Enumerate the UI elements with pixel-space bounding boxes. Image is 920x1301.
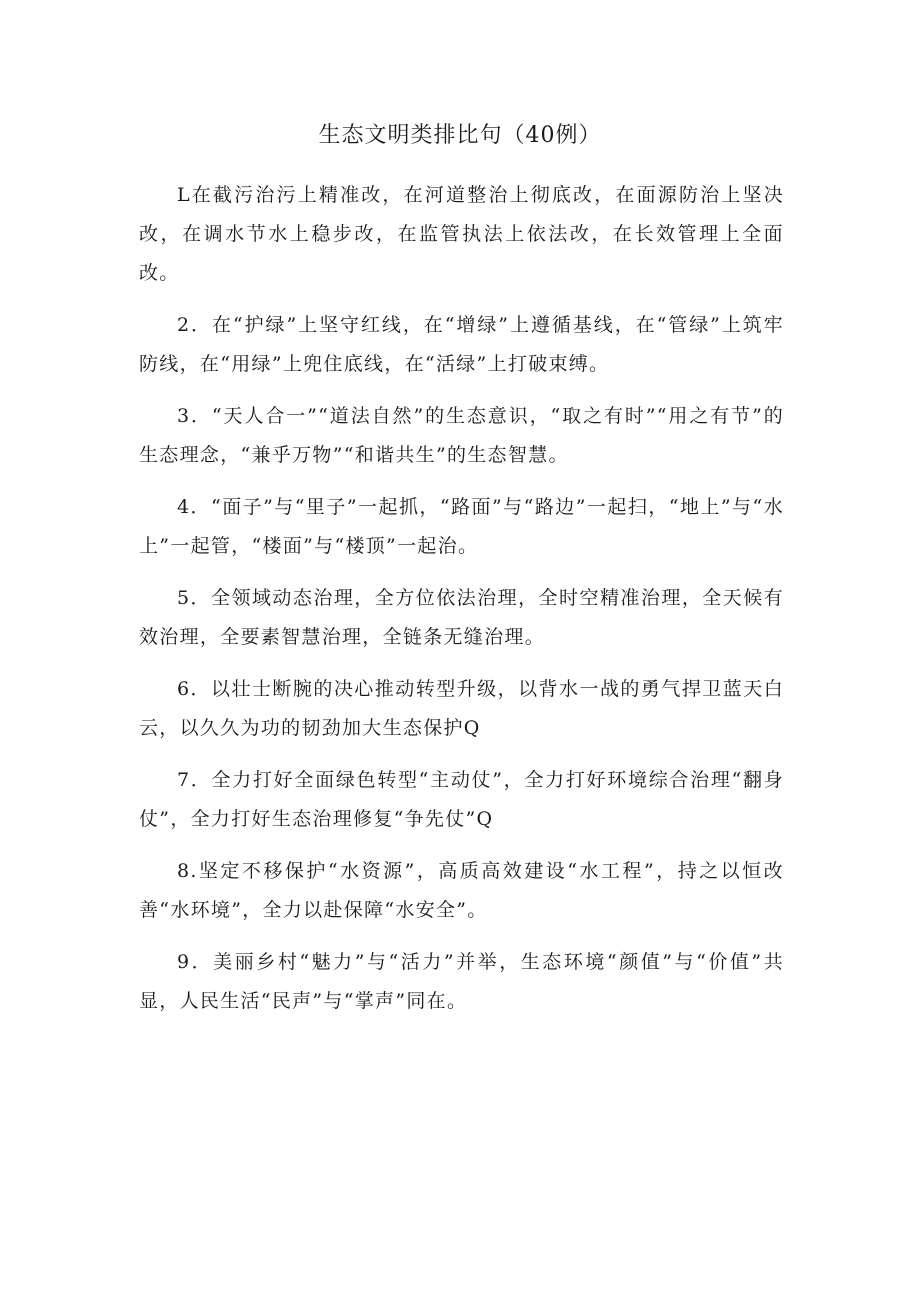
paragraph-5: 5．全领域动态治理，全方位依法治理，全时空精准治理，全天候有效治理，全要素智慧治理，全链条无缝治理。 bbox=[139, 587, 784, 648]
paragraph-1: L在截污治污上精准改，在河道整治上彻底改，在面源防治上坚决改，在调水节水上稳步改，在监管执法上依法改，在长效管理上全面改。 bbox=[139, 184, 784, 284]
document-title: 生态文明类排比句（40例） bbox=[318, 123, 602, 148]
paragraph-8: 8.坚定不移保护“水资源”，高质高效建设“水工程”，持之以恒改善“水环境”，全力以赴保障“水安全”。 bbox=[139, 860, 784, 921]
paragraph-7: 7．全力打好全面绿色转型“主动仗”，全力打好环境综合治理“翻身仗”，全力打好生态治理修复“争先仗”Q bbox=[139, 769, 784, 830]
paragraph-list bbox=[139, 176, 784, 1034]
paragraph-3: 3．“天人合一”“道法自然”的生态意识，“取之有时”“用之有节”的生态理念，“兼乎万物”“和谐共生”的生态智慧。 bbox=[139, 405, 784, 466]
paragraph-4: 4．“面子”与“里子”一起抓，“路面”与“路边”一起扫，“地上”与“水上”一起管，“楼面”与“楼顶”一起治。 bbox=[139, 496, 784, 557]
paragraph-2: 2．在“护绿”上坚守红线，在“增绿”上遵循基线，在“管绿”上筑牢防线，在“用绿”上兜住底线，在“活绿”上打破束缚。 bbox=[139, 314, 784, 375]
paragraph-6: 6．以壮士断腕的决心推动转型升级，以背水一战的勇气捍卫蓝天白云，以久久为功的韧劲加大生态保护Q bbox=[139, 678, 784, 739]
paragraph-9: 9．美丽乡村“魅力”与“活力”并举，生态环境“颜值”与“价值”共显，人民生活“民声”与“掌声”同在。 bbox=[139, 951, 784, 1012]
